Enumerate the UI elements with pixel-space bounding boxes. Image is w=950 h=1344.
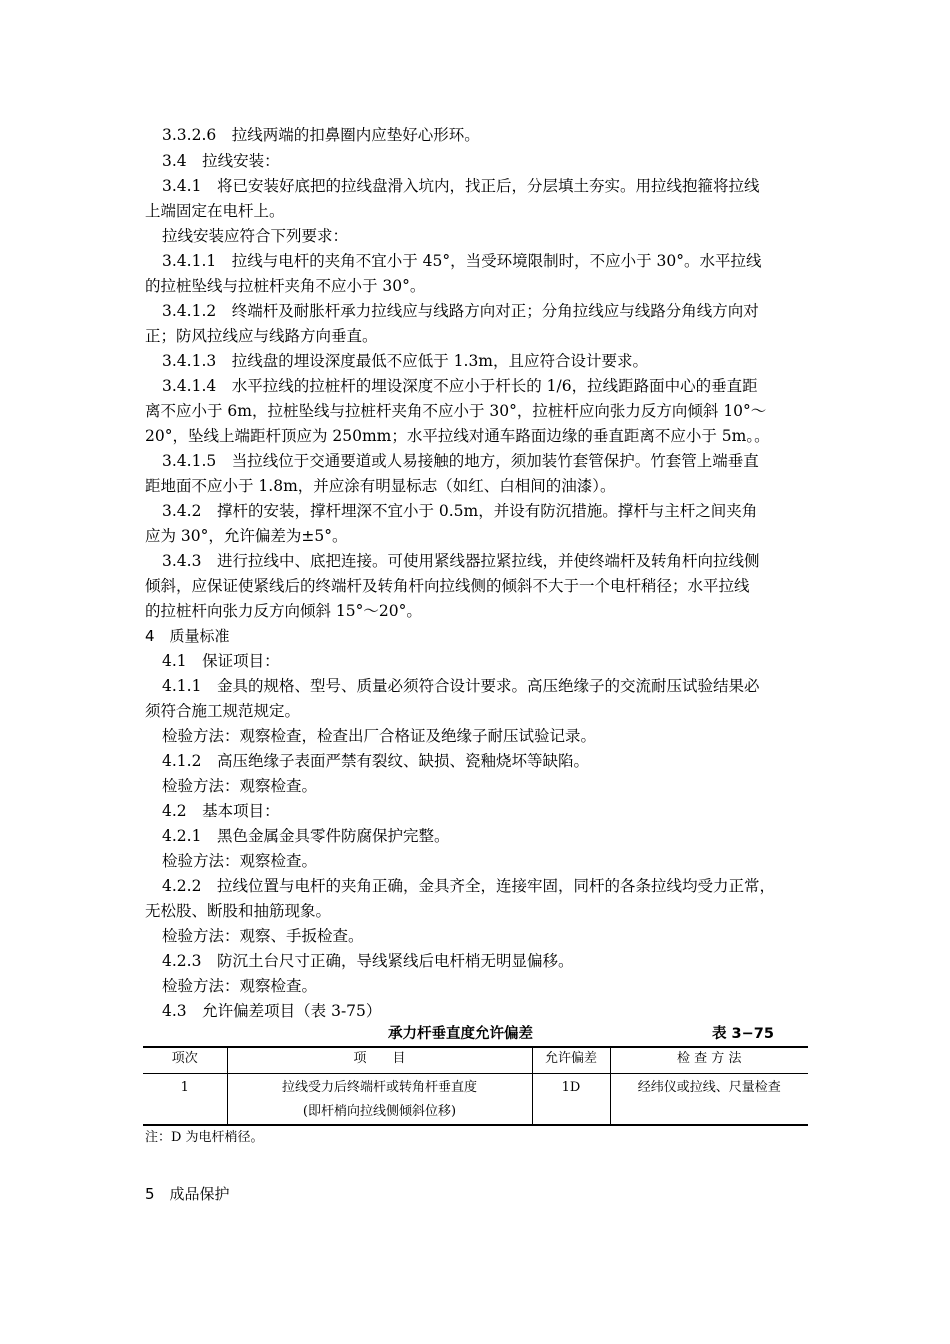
cell-item	[227, 1073, 532, 1125]
cell-index: 1	[143, 1073, 227, 1125]
text-line: 3.4.1.4 水平拉线的拉桩杆的埋设深度不应小于杆长的 1/6，拉线距路面中心的垂直距	[162, 377, 758, 395]
header-item: 项 目	[227, 1047, 532, 1073]
text-line: 4.2 基本项目：	[162, 802, 280, 820]
text-line: 3.4.1.5 当拉线位于交通要道或人易接触的地方，须加装竹套管保护。竹套管上端垂直	[162, 452, 759, 470]
text-line: 3.4.3 进行拉线中、底把连接。可使用紧线器拉紧拉线，并使终端杆及转角杆向拉线侧	[162, 552, 760, 570]
text-line: 离不应小于 6m，拉桩坠线与拉桩杆夹角不应小于 30°，拉桩杆应向张力反方向倾斜 10°～	[145, 402, 767, 420]
text-line: 3.4.2 撑杆的安装，撑杆埋深不宜小于 0.5m，并设有防沉措施。撑杆与主杆之间夹角	[162, 502, 758, 520]
text-line: 4.1 保证项目：	[162, 652, 280, 670]
table-number: 表 3−75	[712, 1026, 774, 1042]
text-line: 检验方法：观察检查，检查出厂合格证及绝缘子耐压试验记录。	[162, 727, 597, 745]
table-title: 承力杆垂直度允许偏差	[388, 1026, 533, 1042]
text-line: 3.4.1.3 拉线盘的埋设深度最低不应低于 1.3m，且应符合设计要求。	[162, 352, 649, 370]
text-line: 20°，坠线上端距杆顶应为 250mm；水平拉线对通车路面边缘的垂直距离不应小于 5m。。	[145, 427, 770, 445]
text-line: 检验方法：观察、手扳检查。	[162, 927, 364, 945]
cell-item-line1: 拉线受力后终端杆或转角杆垂直度	[281, 1079, 477, 1095]
text-line: 的拉桩坠线与拉桩杆夹角不应小于 30°。	[145, 277, 426, 295]
text-line: 4.1.2 高压绝缘子表面严禁有裂纹、缺损、瓷釉烧坏等缺陷。	[162, 752, 589, 770]
cell-tolerance: 1D	[532, 1073, 610, 1125]
text-line: 3.4 拉线安装：	[162, 152, 280, 170]
text-line: 距地面不应小于 1.8m，并应涂有明显标志（如红、白相间的油漆）。	[145, 477, 616, 495]
section-heading: 4 质量标准	[145, 627, 230, 645]
text-line: 检验方法：观察检查。	[162, 977, 318, 995]
tolerance-table	[143, 1046, 808, 1126]
text-line: 检验方法：观察检查。	[162, 852, 318, 870]
table-note: 注：D 为电杆梢径。	[145, 1130, 264, 1145]
text-line: 4.1.1 金具的规格、型号、质量必须符合设计要求。高压绝缘子的交流耐压试验结果必	[162, 677, 760, 695]
section-heading: 5 成品保护	[145, 1185, 230, 1203]
text-line: 须符合施工规范规定。	[145, 702, 301, 720]
header-method: 检 查 方 法	[610, 1047, 808, 1073]
text-line: 的拉桩杆向张力反方向倾斜 15°～20°。	[145, 602, 422, 620]
cell-item-line2: (即杆梢向拉线侧倾斜位移)	[302, 1103, 457, 1119]
cell-method: 经纬仪或拉线、尺量检查	[610, 1073, 808, 1125]
text-line: 无松股、断股和抽筋现象。	[145, 902, 332, 920]
text-line: 上端固定在电杆上。	[145, 202, 285, 220]
header-index: 项次	[143, 1047, 227, 1073]
text-line: 3.4.1.1 拉线与电杆的夹角不宜小于 45°，当受环境限制时，不应小于 30°。水平拉线	[162, 252, 762, 270]
text-line: 应为 30°，允许偏差为±5°。	[145, 527, 348, 545]
text-line: 4.3 允许偏差项目（表 3-75）	[162, 1002, 382, 1020]
text-line: 4.2.2 拉线位置与电杆的夹角正确，金具齐全，连接牢固，同杆的各条拉线均受力正常，	[162, 877, 775, 895]
text-line: 拉线安装应符合下列要求：	[162, 227, 349, 245]
text-line: 正；防风拉线应与线路方向垂直。	[145, 327, 378, 345]
text-line: 倾斜，应保证使紧线后的终端杆及转角杆向拉线侧的倾斜不大于一个电杆稍径；水平拉线	[145, 577, 750, 595]
table-header-row	[143, 1047, 808, 1073]
text-line: 3.4.1 将已安装好底把的拉线盘滑入坑内，找正后，分层填土夯实。用拉线抱箍将拉线	[162, 177, 760, 195]
text-line: 4.2.1 黑色金属金具零件防腐保护完整。	[162, 827, 450, 845]
text-line: 4.2.3 防沉土台尺寸正确，导线紧线后电杆梢无明显偏移。	[162, 952, 574, 970]
header-tolerance: 允许偏差	[532, 1047, 610, 1073]
text-line: 3.4.1.2 终端杆及耐胀杆承力拉线应与线路方向对正；分角拉线应与线路分角线方向对	[162, 302, 759, 320]
text-line: 检验方法：观察检查。	[162, 777, 318, 795]
text-line: 3.3.2.6 拉线两端的扣鼻圈内应垫好心形环。	[162, 126, 480, 144]
table-row	[143, 1073, 808, 1125]
